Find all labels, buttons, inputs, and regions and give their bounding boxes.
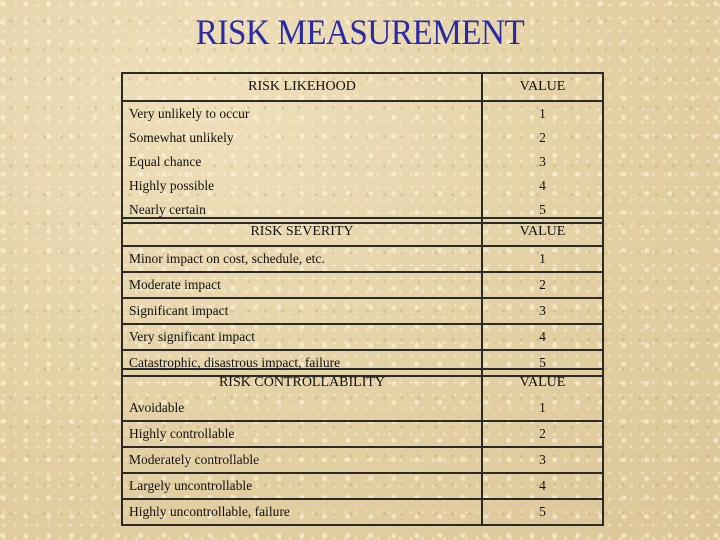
table-row: [122, 473, 603, 499]
row-value: 3: [482, 447, 603, 473]
row-value: 4: [482, 324, 603, 350]
table-row: [122, 421, 603, 447]
row-label: Significant impact: [129, 303, 229, 318]
table-row: [122, 150, 603, 174]
row-value: 2: [482, 272, 603, 298]
table-row: [122, 324, 603, 350]
row-value: 1: [482, 246, 603, 272]
row-value: 5: [482, 499, 603, 525]
table-row: [122, 447, 603, 473]
row-value: 4: [482, 473, 603, 499]
table-header-row: [122, 73, 603, 101]
risk-likelihood-table: [121, 72, 602, 224]
row-value: 4: [482, 174, 603, 198]
page-title: RISK MEASUREMENT: [195, 12, 525, 52]
row-label: Very significant impact: [129, 329, 255, 344]
row-value: 3: [482, 298, 603, 324]
row-label: Very unlikely to occur: [129, 106, 250, 121]
row-label: Avoidable: [129, 400, 185, 415]
column-header-category: RISK SEVERITY: [250, 224, 354, 239]
table-header-row: [122, 369, 603, 396]
column-header-category: RISK CONTROLLABILITY: [218, 375, 386, 390]
row-value: 5: [482, 198, 603, 223]
row-value: 1: [482, 396, 603, 421]
column-header-value: VALUE: [482, 73, 603, 101]
row-label: Highly possible: [129, 178, 215, 193]
table-header-row: [122, 218, 603, 246]
row-value: 1: [482, 101, 603, 126]
table-row: [122, 272, 603, 298]
row-label: Highly uncontrollable, failure: [129, 504, 290, 519]
table-row: [122, 101, 603, 126]
row-label: Moderate impact: [129, 277, 221, 292]
table-row: [122, 246, 603, 272]
table-row: [122, 396, 603, 421]
row-value: 2: [482, 126, 603, 150]
row-label: Minor impact on cost, schedule, etc.: [129, 251, 325, 266]
table-row: [122, 298, 603, 324]
table-row: [122, 126, 603, 150]
table-row: [122, 499, 603, 525]
column-header-category: RISK LIKEHOOD: [248, 79, 356, 94]
row-value: 2: [482, 421, 603, 447]
column-header-value: VALUE: [482, 369, 603, 396]
row-label: Somewhat unlikely: [129, 130, 234, 145]
risk-severity-table: [121, 217, 602, 377]
row-label: Equal chance: [129, 154, 202, 169]
row-label: Nearly certain: [129, 202, 206, 217]
row-value: 5: [482, 350, 603, 376]
row-label: Moderately controllable: [129, 452, 260, 467]
row-label: Catastrophic, disastrous impact, failure: [129, 355, 341, 370]
row-label: Largely uncontrollable: [129, 478, 253, 493]
row-value: 3: [482, 150, 603, 174]
risk-controllability-table: [121, 368, 602, 526]
column-header-value: VALUE: [482, 218, 603, 246]
row-label: Highly controllable: [129, 426, 235, 441]
table-row: [122, 174, 603, 198]
